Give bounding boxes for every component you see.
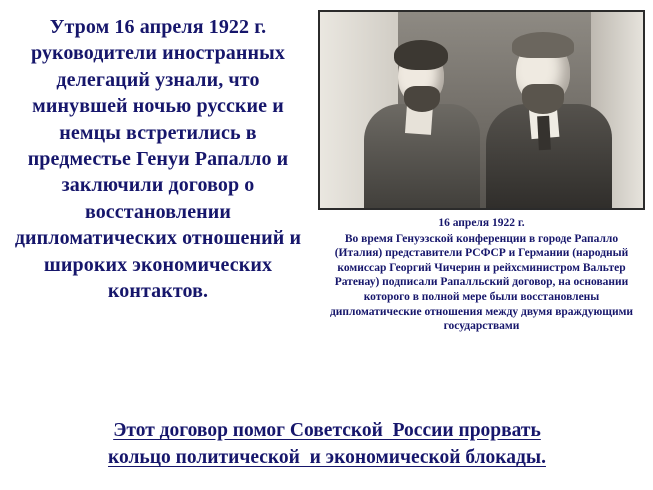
left-paragraph: Утром 16 апреля 1922 г. руководители иностранных делегаций узнали, что минувшей ночью русские и немцы встретились в предместье Генуи Рапалло и заключили договор о восстановлении дипломатических отношений и широких экономических контактов. (14, 16, 302, 302)
caption-date: 16 апреля 1922 г. (438, 217, 525, 229)
right-man-beard (522, 84, 564, 114)
conclusion-line-1: Этот договор помог Советской России прорвать (113, 420, 541, 441)
right-man-tie (537, 116, 551, 151)
conclusion-line-2: кольцо политической и экономической блокады. (108, 446, 546, 468)
left-man-beard (404, 86, 440, 112)
photo-caption (318, 210, 645, 334)
photo-block (318, 10, 645, 334)
caption-body: Во время Генуэзской конференции в городе Рапалло (Италия) представители РСФСР и Германии (народный комиссар Георгий Чичерин и рейхсминистром Вальтер Ратенау) подписали Рапалльский договор, на основании которого в полной мере были восстановлены дипломатические отношения между двумя враждующими государствами (329, 232, 634, 333)
left-man-hair (394, 40, 448, 70)
conclusion-block (22, 418, 632, 472)
historical-photo (318, 10, 645, 210)
right-man-hair (512, 32, 574, 58)
